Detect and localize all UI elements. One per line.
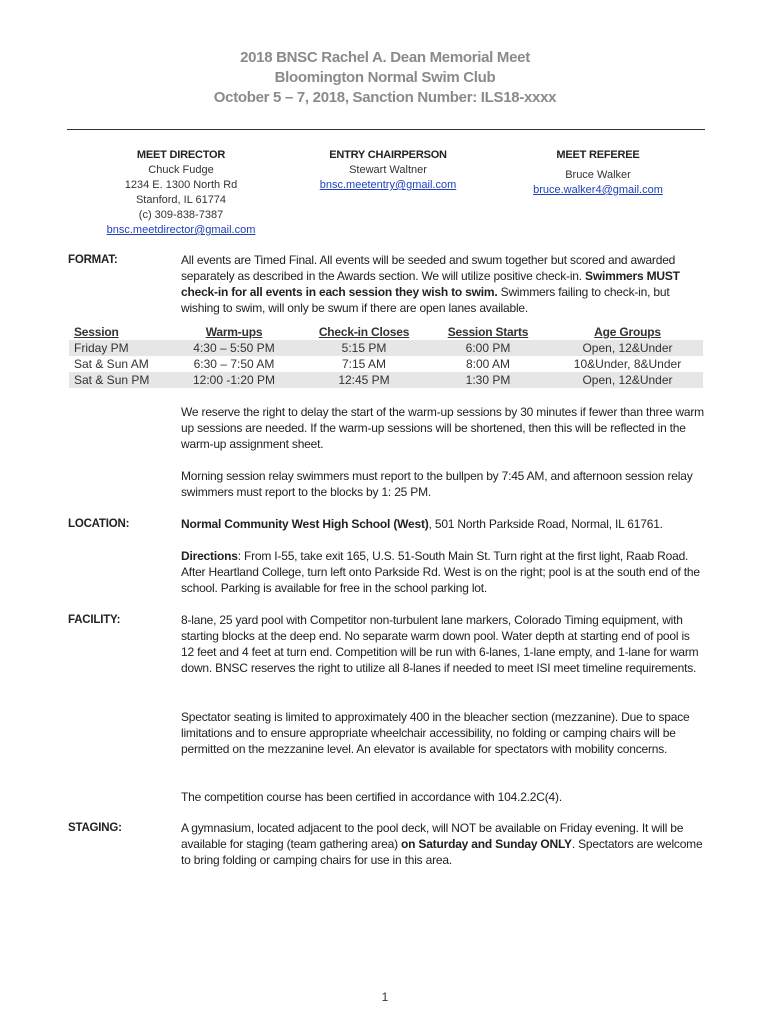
- schedule-header: Check-in Closes: [318, 325, 410, 339]
- schedule-header: Age Groups: [594, 325, 661, 339]
- staging-text-1: A gymnasium, located adjacent to the pool deck, will NOT be available on Friday evening. It will be available for staging (team gathering area): [181, 821, 684, 851]
- schedule-cell: Sat & Sun PM: [69, 372, 164, 388]
- header-divider: [67, 129, 705, 130]
- format-paragraph: [181, 252, 705, 316]
- schedule-header: Session Starts: [447, 325, 529, 339]
- schedule-cell: Open, 12&Under: [552, 340, 703, 356]
- schedule-cell: 12:00 -1:20 PM: [164, 372, 304, 388]
- schedule-cell: 1:30 PM: [424, 372, 552, 388]
- format-text-2: Swimmers failing to check-in, but wishing to swim, will only be swum if there are open lanes available.: [181, 285, 670, 315]
- schedule-cell: Sat & Sun AM: [74, 357, 149, 371]
- table-row: [69, 372, 703, 388]
- schedule-cell: 7:15 AM: [341, 357, 387, 371]
- schedule-header: Warm-ups: [205, 325, 263, 339]
- meet-director-block: [81, 148, 281, 238]
- meet-referee-email-link[interactable]: bruce.walker4@gmail.com: [533, 184, 663, 196]
- meet-referee-heading: MEET REFEREE: [556, 149, 640, 161]
- meet-director-phone: (c) 309-838-7387: [138, 209, 224, 221]
- session-schedule-table: [69, 324, 703, 388]
- entry-chair-block: [288, 148, 488, 193]
- table-row: [69, 356, 703, 372]
- location-label: LOCATION:: [68, 518, 130, 530]
- format-label: FORMAT:: [68, 254, 118, 266]
- meet-director-name: Chuck Fudge: [148, 164, 214, 176]
- staging-paragraph: [181, 820, 705, 868]
- schedule-cell: Friday PM: [69, 340, 164, 356]
- schedule-cell: 4:30 – 5:50 PM: [164, 340, 304, 356]
- spectator-seating-paragraph: Spectator seating is limited to approximately 400 in the bleacher section (mezzanine). Due to space limitations and to ensure appropriate wheelchair accessibility, no folding or camping chairs will be permitted on the mezzanine level. An elevator is available for spectators with mobility concerns.: [181, 710, 690, 756]
- staging-text-bold: on Saturday and Sunday ONLY: [401, 837, 572, 851]
- course-certified-paragraph: The competition course has been certified in accordance with 104.2.2C(4).: [181, 790, 562, 804]
- directions-text: : From I-55, take exit 165, U.S. 51-South Main St. Turn right at the first light, Raab Road. After Heartland College, turn left onto Parkside Rd. West is on the right; pool is at the south end of the school. Parking is available for free in the school parking lot.: [181, 549, 700, 595]
- meet-director-email-link[interactable]: bnsc.meetdirector@gmail.com: [106, 224, 256, 236]
- facility-label: FACILITY:: [68, 614, 121, 626]
- schedule-cell: 5:15 PM: [304, 340, 424, 356]
- warmup-reserve-paragraph: We reserve the right to delay the start of the warm-up sessions by 30 minutes if fewer than three warm up sessions are needed. If the warm-up sessions will be shortened, then this will be reflected in the warm-up assignment sheet.: [181, 405, 704, 451]
- facility-pool-paragraph: 8-lane, 25 yard pool with Competitor non-turbulent lane markers, Colorado Timing equipment, with starting blocks at the deep end. No separate warm down pool. Water depth at starting end of pool is 12 feet and 4 feet at turn end. Competition will be run with 6-lanes, 1-lane empty, and 1-lane for warm down. BNSC reserves the right to utilize all 8-lanes if needed to meet ISI meet timeline requirements.: [181, 613, 699, 675]
- title-line-meet: 2018 BNSC Rachel A. Dean Memorial Meet: [240, 49, 530, 66]
- meet-referee-name: Bruce Walker: [565, 169, 631, 181]
- format-text-1: All events are Timed Final. All events will be seeded and swum together but scored and awarded separately as described in the Awards section. We will utilize positive check-in.: [181, 253, 676, 283]
- schedule-cell: 10&Under, 8&Under: [573, 357, 682, 371]
- title-line-dates: October 5 – 7, 2018, Sanction Number: ILS18-xxxx: [213, 89, 557, 106]
- relay-report-paragraph: Morning session relay swimmers must report to the bullpen by 7:45 AM, and afternoon session relay swimmers must report to the blocks by 1: 25 PM.: [181, 469, 693, 499]
- meet-officials: [67, 146, 705, 246]
- staging-label: STAGING:: [68, 822, 122, 834]
- location-address: , 501 North Parkside Road, Normal, IL 61761.: [428, 517, 663, 531]
- meet-referee-block: [498, 148, 698, 198]
- schedule-cell: 8:00 AM: [465, 357, 511, 371]
- location-school-name: Normal Community West High School (West): [181, 517, 429, 531]
- meet-director-heading: MEET DIRECTOR: [136, 149, 226, 161]
- format-text-bold: Swimmers MUST check-in for all events in each session they wish to swim.: [181, 269, 680, 299]
- schedule-cell: 12:45 PM: [304, 372, 424, 388]
- directions-label: Directions: [181, 549, 238, 563]
- staging-text-2: . Spectators are welcome to bring folding or camping chairs for use in this area.: [181, 837, 703, 867]
- entry-chair-heading: ENTRY CHAIRPERSON: [329, 149, 447, 161]
- document-title: [0, 48, 770, 108]
- title-line-club: Bloomington Normal Swim Club: [274, 69, 496, 86]
- meet-director-address2: Stanford, IL 61774: [135, 194, 227, 206]
- entry-chair-name: Stewart Waltner: [349, 164, 427, 176]
- schedule-cell: 6:00 PM: [424, 340, 552, 356]
- schedule-cell: 6:30 – 7:50 AM: [193, 357, 275, 371]
- directions-paragraph: [181, 548, 705, 596]
- schedule-header-row: [69, 324, 703, 340]
- location-paragraph: [181, 516, 705, 532]
- meet-director-address1: 1234 E. 1300 North Rd: [124, 179, 238, 191]
- entry-chair-email-link[interactable]: bnsc.meetentry@gmail.com: [319, 179, 457, 191]
- page-number: 1: [381, 990, 389, 1004]
- table-row: [69, 340, 703, 356]
- schedule-header: Session: [74, 325, 119, 339]
- schedule-cell: Open, 12&Under: [552, 372, 703, 388]
